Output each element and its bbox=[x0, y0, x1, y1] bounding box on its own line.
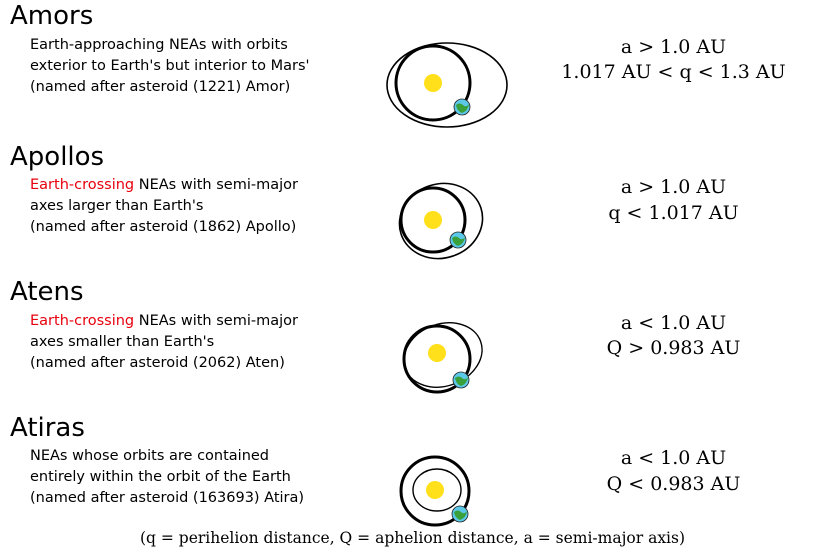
description-line: exterior to Earth's but interior to Mars' bbox=[30, 57, 310, 74]
formula-line: Q < 0.983 AU bbox=[606, 473, 741, 496]
group-title-atens: Atens bbox=[10, 277, 84, 308]
description-amors bbox=[0, 35, 360, 98]
amor-orbit-svg bbox=[365, 35, 525, 135]
description-atiras bbox=[0, 446, 360, 509]
formula-line: a > 1.0 AU bbox=[620, 176, 727, 199]
apollo-orbit-diagram bbox=[360, 175, 530, 270]
row-atens bbox=[0, 311, 825, 406]
row-amors bbox=[0, 35, 825, 135]
formula-line: a < 1.0 AU bbox=[620, 311, 727, 334]
group-atens bbox=[0, 270, 825, 406]
description-line: entirely within the orbit of the Earth bbox=[30, 469, 291, 486]
group-amors bbox=[0, 0, 825, 135]
formula-line: q < 1.017 AU bbox=[608, 201, 739, 224]
group-title-atiras: Atiras bbox=[10, 412, 85, 443]
description-line: (named after asteroid (1862) Apollo) bbox=[30, 219, 297, 236]
description-line: Earth-crossing NEAs with semi-major bbox=[30, 177, 298, 194]
row-atiras bbox=[0, 446, 825, 541]
description-line: axes larger than Earth's bbox=[30, 198, 204, 215]
group-title-amors: Amors bbox=[10, 1, 94, 31]
formula-line: a > 1.0 AU bbox=[620, 35, 727, 58]
formula-atiras bbox=[530, 446, 825, 497]
group-atiras bbox=[0, 406, 825, 542]
asteroid-orbit-ellipse bbox=[387, 43, 507, 127]
description-line: (named after asteroid (2062) Aten) bbox=[30, 354, 285, 371]
sun-icon bbox=[428, 344, 446, 362]
apollo-orbit-svg bbox=[365, 175, 525, 270]
description-line: NEAs whose orbits are contained bbox=[30, 448, 270, 465]
sun-icon bbox=[424, 211, 442, 229]
atira-orbit-diagram bbox=[360, 446, 530, 541]
formula-line: 1.017 AU < q < 1.3 AU bbox=[561, 61, 786, 84]
highlight-text: Earth-crossing bbox=[30, 177, 135, 194]
formula-atens bbox=[530, 311, 825, 362]
group-apollos bbox=[0, 135, 825, 271]
row-apollos bbox=[0, 175, 825, 270]
sun-icon bbox=[424, 74, 442, 92]
highlight-text: Earth-crossing bbox=[30, 312, 135, 329]
formula-line: a < 1.0 AU bbox=[620, 447, 727, 470]
description-atens bbox=[0, 311, 360, 374]
amor-orbit-diagram bbox=[360, 35, 530, 135]
footnote-definitions: (q = perihelion distance, Q = aphelion distance, a = semi-major axis) bbox=[139, 529, 686, 547]
description-line: axes smaller than Earth's bbox=[30, 333, 215, 350]
description-apollos bbox=[0, 175, 360, 238]
sun-icon bbox=[426, 481, 444, 499]
formula-line: Q > 0.983 AU bbox=[606, 337, 741, 360]
aten-orbit-diagram bbox=[360, 311, 530, 406]
description-line: (named after asteroid (1221) Amor) bbox=[30, 78, 291, 95]
aten-orbit-svg bbox=[365, 311, 525, 406]
description-line: (named after asteroid (163693) Atira) bbox=[30, 490, 305, 507]
group-title-apollos: Apollos bbox=[10, 141, 105, 172]
description-line: Earth-approaching NEAs with orbits bbox=[30, 36, 288, 53]
formula-apollos bbox=[530, 175, 825, 226]
formula-amors bbox=[530, 35, 825, 86]
description-line: Earth-crossing NEAs with semi-major bbox=[30, 312, 298, 329]
atira-orbit-svg bbox=[365, 446, 525, 541]
